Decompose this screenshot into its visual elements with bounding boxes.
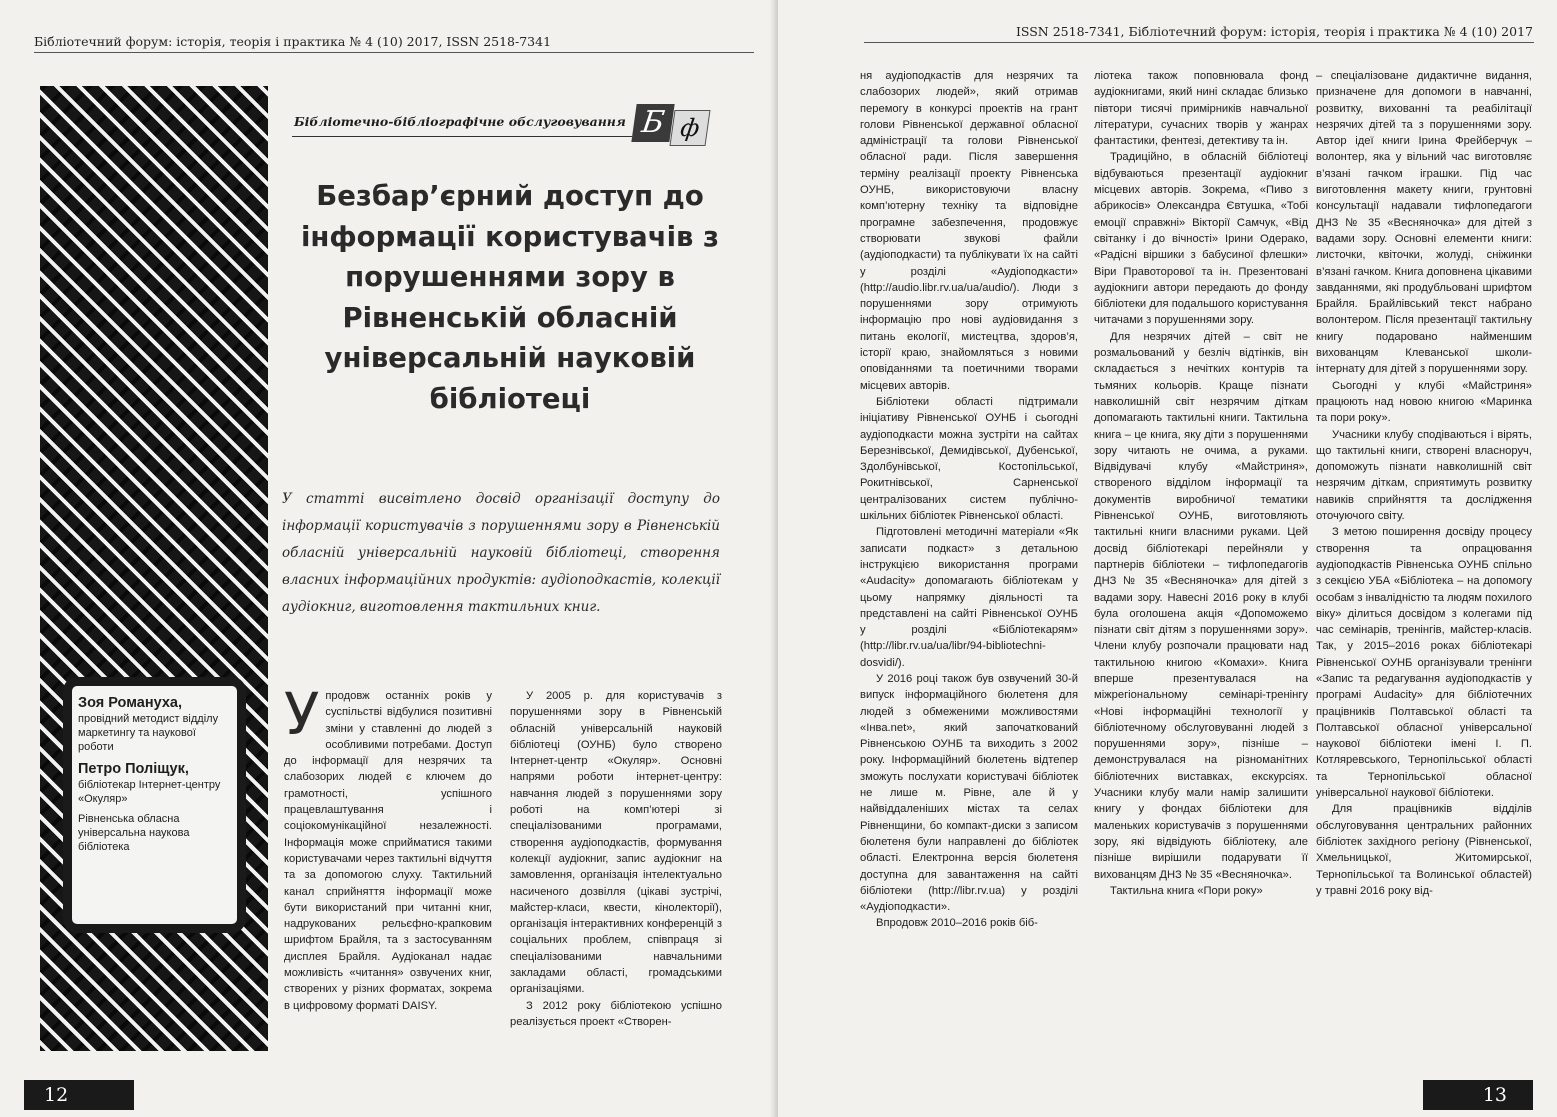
author-role-2: бібліотекар Інтернет-центру «Окуляр» xyxy=(78,779,221,805)
paragraph: З 2012 року бібліотекою успішно реалізується проект «Створен- xyxy=(510,999,722,1028)
paragraph: ліотека також поповнювала фонд аудіокнигами, який нині складає близько півтори тисячі примірників навчальної літератури, сучасних творів у жанрах фантастики, фентезі, детективу та ін. xyxy=(1094,70,1308,148)
article-title-area xyxy=(290,176,730,419)
page-number-left: 12 xyxy=(24,1080,134,1110)
header-rule-right xyxy=(864,42,1534,43)
paragraph: Підготовлені методичні матеріали «Як записати подкаст» з детальною інструкцією використання програми «Audacity» допомагають бібліотекам у цьому напрямку діяльності та представлені на сайті Рівненської ОУНБ у розділі «Бібліотекарям» (http://libr.rv.ua/ua/libr/94-bibliotechni-dosvidi/). xyxy=(860,526,1078,669)
journal-logo xyxy=(634,104,708,146)
paragraph: Тактильна книга «Пори року» xyxy=(1110,884,1263,897)
paragraph: Для працівників відділів обслуговування центральних районних бібліотек західного регіону (Рівненської, Хмельницької, Житомирської, Тернопільської та Волинської областей) у травні 2016 року від- xyxy=(1316,803,1532,897)
running-head-left: Бібліотечний форум: історія, теорія і практика № 4 (10) 2017, ISSN 2518-7341 xyxy=(34,34,552,49)
paragraph-text: продовж останніх років у суспільстві відбулися позитивні зміни у ставленні до людей з особливими потребами. Доступ до інформації для незрячих та слабозорих людей є ключем до грамотності, успішного працевлаштування і соціокомунікаційної незалежності. Інформація може сприйматися такими користувачами через тактильні відчуття та за допомогою слуху. Тактильний канал сприйняття інформації може бути використаний при читанні книг, надрукованих рельєфно-крапковим шрифтом Брайля, та з застосуванням дисплея Брайля. Аудіоканал надає можливість «читання» озвучених книг, створених у різних форматах, зокрема в цифровому форматі DAISY. xyxy=(284,690,492,1012)
rubric-rule xyxy=(292,136,632,137)
header-rule-left xyxy=(34,52,754,53)
right-text-column-2 xyxy=(1094,68,1308,899)
paragraph: У 2016 році також був озвучений 30-й випуск інформаційного бюлетеня для людей з обмеженими можливостями «Інва.net», який започаткований Рівненською ОУНБ та виходить з 2002 року. Інформаційний бюлетень відтепер зможуть послухати користувачі бібліотек не лише м. Рівне, але й у найвіддаленіших містах та селах Рівненщини, бо компакт-диски з записом бюлетеня були направлені до бібліотек області. Електронна версія бюлетеня доступна для завантаження на сайті бібліотеки (http://libr.rv.ua) у розділі «Аудіоподкасти». xyxy=(860,672,1078,914)
logo-letter-b: Б xyxy=(631,104,674,142)
drop-cap: У xyxy=(284,680,320,748)
paragraph: З метою поширення досвіду процесу створення та опрацювання аудіоподкастів Рівненська ОУНБ спільно з секцією УБА «Бібліотека – на допомогу особам з інвалідністю та людям похилого віку» ділиться досвідом з колегами під час семінарів, тренінгів, майстер-класів. Так, у 2015–2016 роках бібліотекарі Рівненської ОУНБ організували тренінги «Запис та редагування аудіоподкастів у програмі Audacity» для бібліотечних працівників Полтавської області та Полтавської обласної універсальної наукової бібліотеки імені І. П. Котляревського, Тернопільської області та Тернопільської обласної універсальної наукової бібліотеки. xyxy=(1316,526,1533,800)
page-number-right: 13 xyxy=(1423,1080,1533,1110)
running-head-right: ISSN 2518-7341, Бібліотечний форум: історія, теорія і практика № 4 (10) 2017 xyxy=(1015,24,1533,39)
right-text-column-3 xyxy=(1316,68,1532,899)
left-text-column-1 xyxy=(284,680,492,1014)
left-page xyxy=(0,0,778,1117)
paragraph: ня аудіоподкастів для незрячих та слабозорих людей», який отримав перемогу в конкурсі проектів на грант голови Рівненської державної обласної адміністрації та голови Рівненської обласної ради. Після завершення терміну реалізації проекту Рівненська ОУНБ, використовуючи власну комп’ютерну техніку та відповідне програмне забезпечення, продовжує створювати звукові файли (аудіоподкасти) та публікувати їх на сайті у розділі «Аудіоподкасти» (http://audio.libr.rv.ua/ua/audio/). Люди з порушеннями зору отримують інформацію про нові аудіовидання з питань екології, мистецтва, здоров’я, історії краю, знайомляться з новими оповіданнями та поетичними творами місцевих авторів. xyxy=(860,70,1078,392)
paragraph xyxy=(284,680,492,1014)
section-rubric: Бібліотечно-бібліографічне обслуговування xyxy=(294,114,626,129)
author-institution: Рівненська обласна універсальна наукова бібліотека xyxy=(78,813,190,853)
author-name-1: Зоя Романуха, xyxy=(78,695,182,711)
right-page xyxy=(778,0,1557,1117)
paragraph: Традиційно, в обласній бібліотеці відбуваються презентації аудіокниг місцевих авторів. Зокрема, «Пиво з абрикосів» Олександра Євтушка, «Тобі емоції справжні» Вікторії Самчук, «Від світанку і до вічності» Ірини Одерако, «Радісні віршики з бабусиної флешки» Віри Правоторової та ін. Презентовані аудіокниги автори передають до фонду бібліотеки для подальшого користування читачами з порушеннями зору. xyxy=(1094,151,1308,327)
paragraph: – спеціалізоване дидактичне видання, призначене для допомоги в навчанні, розвитку, вихованні та реабілітації незрячих дітей та з порушеннями зору. Автор ідеї книги Ірина Фрейберчук – волонтер, яка у вільний час виготовляє в’язані гачком іграшки. Під час виготовлення макету книги, грунтовні консультації надавали тифлопедагоги ДНЗ № 35 «Весняночка» для дітей з вадами зору. Основні елементи книги: листочки, квіточки, жолуді, сніжинки в’язані гачком. Книга доповнена цікавими завданнями, які продубльовані шрифтом Брайля. Брайлівський текст набрано волонтером. Після презентації тактильну книгу подаровано найменшим вихованцям Клеванської школи-інтернату для дітей з порушеннями зору. xyxy=(1316,70,1532,376)
author-name-2: Петро Поліщук, xyxy=(78,761,189,777)
paragraph: Учасники клубу сподіваються і вірять, що тактильні книги, створені власноруч, допоможуть пізнати навколишній світ незрячим діткам, сприятимуть розвитку навиків сприйняття та дослідження оточуючого світу. xyxy=(1316,428,1532,523)
paragraph: Для незрячих дітей – світ не розмальований у безліч відтінків, він складається з нечітких контурів та тьмяних кольорів. Краще пізнати навколишній світ незрячим діткам допомагають тактильні книги. Тактильна книга – це книга, яку діти з порушеннями зору читають не очима, а руками. Відвідувачі клубу «Майстриня», створеного відділом інформації та документів виробничої тематики Рівненської ОУНБ, виготовляють тактильні книги власними руками. Цей досвід бібліотекарі перейняли у партнерів бібліотеки – тифлопедагогів ДНЗ № 35 «Весняночка» для дітей з вадами зору. Навесні 2016 року в клубі була оголошена акція «Допоможемо пізнати світ дітям з порушеннями зору». Члени клубу розпочали працювати над тактильною книгою «Комахи». Книга вперше презентувалася на міжрегіональному семінарі-тренінгу «Нові інформаційні технології у бібліотечному обслуговуванні людей з порушеннями зору», пізніше – демонструвалася на різноманітних бібліотечних виставках, екскурсіях. Учасники клубу мали намір залишити книгу у фондах бібліотеки для маленьких користувачів з порушеннями зору, які відвідують бібліотеку, але пізніше вирішили подарувати її вихованцям ДНЗ № 35 «Весняночка». xyxy=(1094,330,1308,881)
paragraph: У 2005 р. для користувачів з порушеннями зору в Рівненській обласній універсальній науковій бібліотеці (ОУНБ) було створено Інтернет-центр «Окуляр». Основні напрями роботи інтернет-центру: навчання людей з порушеннями зору роботі на комп’ютері зі спеціалізованими програмами, створення аудіоподкастів, формування колекції аудіокниг, запис аудіокниг на замовлення, організація інтелектуально насиченого дозвілля (цікаві зустрічі, майстер-класи, квести, кінолекторії), організація інтерактивних конференцій з соціальних проблем, співпраця зі спеціалізованими навчальними закладами області, громадськими організаціями. xyxy=(510,690,722,996)
author-role-1: провідний методист відділу маркетингу та наукової роботи xyxy=(78,713,219,753)
logo-letter-f: ф xyxy=(669,110,710,146)
article-abstract: У статті висвітлено досвід організації доступу до інформації користувачів з порушеннями зору в Рівненській обласній універсальній науковій бібліотеці, створення власних інформаційних продуктів: аудіоподкастів, колекції аудіокниг, виготовлення тактильних книг. xyxy=(282,491,720,615)
right-text-column-1 xyxy=(860,68,1078,932)
paragraph: Бібліотеки області підтримали ініціативу Рівненської ОУНБ і сьогодні аудіоподкасти можна зустріти на сайтах Березнівської, Демидівської, Дубенської, Здолбунівської, Костопільської, Рокитнівської, Сарненської централізованих систем публічно-шкільних бібліотек Рівненської області. xyxy=(860,395,1078,523)
paragraph: Сьогодні у клубі «Майстриня» працюють над новою книгою «Маринка та пори року». xyxy=(1316,379,1532,425)
left-text-column-2 xyxy=(510,688,722,1030)
author-box xyxy=(63,677,246,933)
article-title: Безбар’єрний доступ до інформації користувачів з порушеннями зору в Рівненській обласній універсальній науковій бібліотеці xyxy=(300,180,720,415)
paragraph: Впродовж 2010–2016 років біб- xyxy=(876,917,1038,930)
